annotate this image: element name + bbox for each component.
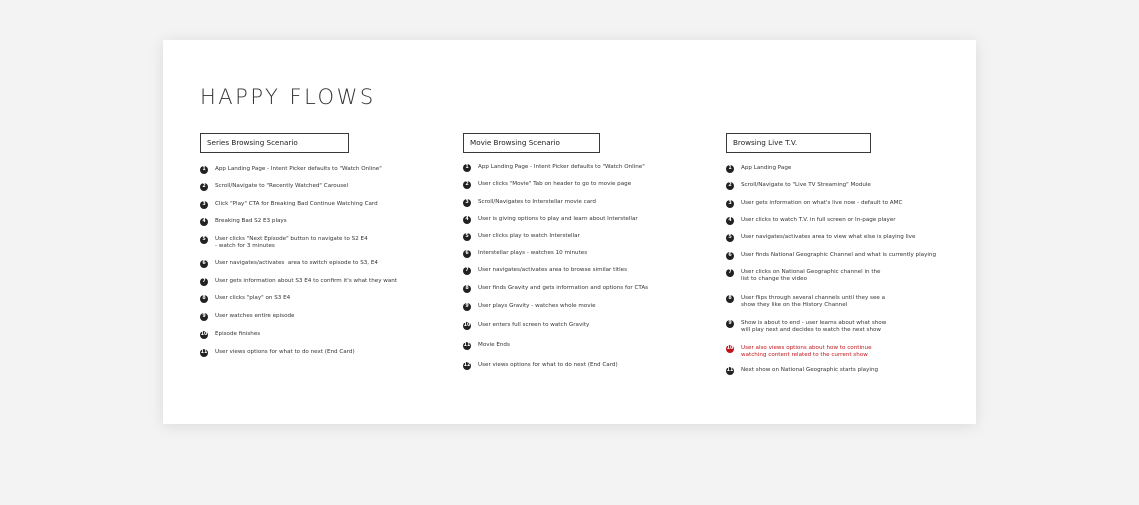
step-text: User flips through several channels until they see a show they like on the History Channel xyxy=(741,295,886,308)
step-number-badge: 12 xyxy=(463,363,471,368)
step-text: User clicks "Movie" Tab on header to go to movie page xyxy=(478,181,632,187)
step-number-badge: 2 xyxy=(463,181,471,189)
step-number-badge: 3 xyxy=(463,199,471,207)
step-text: User navigates/activates area to browse similar titles xyxy=(478,267,627,273)
step-text: User clicks "Next Episode" button to navigate to S2 E4 - watch for 3 minutes xyxy=(215,236,368,249)
column-header: Series Browsing Scenario xyxy=(200,133,349,153)
step-number-badge: 8 xyxy=(463,285,471,293)
step-text: User navigates/activates area to view what else is playing live xyxy=(741,234,916,240)
flow-step xyxy=(726,269,881,282)
step-number-badge: 3 xyxy=(726,200,734,208)
flow-step xyxy=(726,217,896,225)
step-number-badge: 5 xyxy=(463,233,471,241)
step-number-badge: 10 xyxy=(726,346,734,351)
step-number-badge: 8 xyxy=(200,295,208,303)
step-text: User finds Gravity and gets information and options for CTAs xyxy=(478,285,649,291)
step-number-badge: 9 xyxy=(726,320,734,328)
flow-step xyxy=(463,267,627,275)
flow-step xyxy=(726,295,885,308)
step-number-badge: 9 xyxy=(200,313,208,321)
flow-step xyxy=(463,362,618,370)
flow-step xyxy=(726,165,791,173)
step-number-badge: 2 xyxy=(726,182,734,190)
step-number-badge: 7 xyxy=(463,267,471,275)
flows-card xyxy=(163,40,976,424)
flow-step xyxy=(463,164,645,172)
step-text: User clicks "play" on S3 E4 xyxy=(215,295,291,301)
step-text: User clicks on National Geographic channel in the list to change the video xyxy=(741,269,881,282)
flow-step xyxy=(726,367,878,375)
step-text: Breaking Bad S2 E3 plays xyxy=(215,218,287,224)
flow-step xyxy=(200,313,294,321)
step-number-badge: 4 xyxy=(463,216,471,224)
step-text: User watches entire episode xyxy=(215,313,295,319)
flow-step xyxy=(726,182,871,190)
step-text: Scroll/Navigates to Interstellar movie card xyxy=(478,199,596,205)
step-number-badge: 5 xyxy=(200,236,208,244)
flow-step xyxy=(200,236,368,249)
flow-step xyxy=(463,216,638,224)
step-text: User clicks to watch T.V. in full screen or In-page player xyxy=(741,217,896,223)
flow-step xyxy=(200,166,382,174)
step-text: Scroll/Navigate to "Live TV Streaming" Module xyxy=(741,182,871,188)
step-number-badge: 9 xyxy=(463,303,471,311)
step-number-badge: 2 xyxy=(200,183,208,191)
step-number-badge: 1 xyxy=(726,165,734,173)
flow-step xyxy=(463,199,596,207)
step-number-badge: 10 xyxy=(463,323,471,328)
step-text: Episode finishes xyxy=(215,331,261,337)
step-text: User clicks play to watch Interstellar xyxy=(478,233,580,239)
step-text: User gets information about S3 E4 to confirm it's what they want xyxy=(215,278,398,284)
step-text: User is giving options to play and learn about Interstellar xyxy=(478,216,638,222)
step-number-badge: 1 xyxy=(200,166,208,174)
step-text: Movie Ends xyxy=(478,342,510,348)
step-text: User gets information on what's live now - default to AMC xyxy=(741,200,903,206)
step-text: Click "Play" CTA for Breaking Bad Continue Watching Card xyxy=(215,201,378,207)
flow-step xyxy=(463,303,596,311)
step-number-badge: 6 xyxy=(463,250,471,258)
step-text: Scroll/Navigate to "Recently Watched" Carousel xyxy=(215,183,349,189)
step-text: User views options for what to do next (End Card) xyxy=(215,349,355,355)
flow-step xyxy=(726,200,902,208)
step-number-badge: 7 xyxy=(200,278,208,286)
step-number-badge: 10 xyxy=(200,332,208,337)
flow-step xyxy=(200,183,348,191)
page-title: HAPPY FLOWS xyxy=(200,85,376,109)
step-text: User views options for what to do next (End Card) xyxy=(478,362,618,368)
step-number-badge: 7 xyxy=(726,269,734,277)
flow-step xyxy=(200,295,290,303)
flow-step xyxy=(726,320,886,333)
step-text: Show is about to end - user learns about what show will play next and decides to watch the next show xyxy=(741,320,887,333)
flow-step xyxy=(463,250,587,258)
step-number-badge: 4 xyxy=(726,217,734,225)
flow-step xyxy=(200,201,378,209)
flow-step xyxy=(726,234,915,242)
flow-step xyxy=(200,260,378,268)
step-text: User enters full screen to watch Gravity xyxy=(478,322,590,328)
column-header: Browsing Live T.V. xyxy=(726,133,871,153)
step-number-badge: 8 xyxy=(726,295,734,303)
step-text: App Landing Page - Intent Picker defaults to "Watch Online" xyxy=(478,164,645,170)
step-text: App Landing Page xyxy=(741,165,792,171)
step-text: Next show on National Geographic starts playing xyxy=(741,367,879,373)
step-number-badge: 3 xyxy=(200,201,208,209)
step-number-badge: 6 xyxy=(200,260,208,268)
column-header: Movie Browsing Scenario xyxy=(463,133,600,153)
step-text: User navigates/activates area to switch episode to S3, E4 xyxy=(215,260,378,266)
step-text: User plays Gravity - watches whole movie xyxy=(478,303,596,309)
step-number-badge: 4 xyxy=(200,218,208,226)
step-text: User finds National Geographic Channel and what is currently playing xyxy=(741,252,937,258)
step-text: App Landing Page - Intent Picker defaults to "Watch Online" xyxy=(215,166,382,172)
flow-step xyxy=(463,233,580,241)
flow-step xyxy=(463,181,631,189)
flow-step xyxy=(200,349,355,357)
flow-step xyxy=(200,278,397,286)
step-number-badge: 6 xyxy=(726,252,734,260)
step-number-badge: 11 xyxy=(463,343,471,348)
step-number-badge: 5 xyxy=(726,234,734,242)
flow-step xyxy=(463,322,589,330)
step-text: User also views options about how to continue watching content related to the current show xyxy=(741,345,872,358)
step-number-badge: 11 xyxy=(726,368,734,373)
flow-step xyxy=(726,252,936,260)
step-text: Interstellar plays - watches 10 minutes xyxy=(478,250,588,256)
flow-step xyxy=(463,285,648,293)
flow-step xyxy=(200,218,287,226)
step-number-badge: 11 xyxy=(200,350,208,355)
step-number-badge: 1 xyxy=(463,164,471,172)
flow-step xyxy=(463,342,510,350)
flow-step xyxy=(726,345,872,358)
flow-step xyxy=(200,331,260,339)
